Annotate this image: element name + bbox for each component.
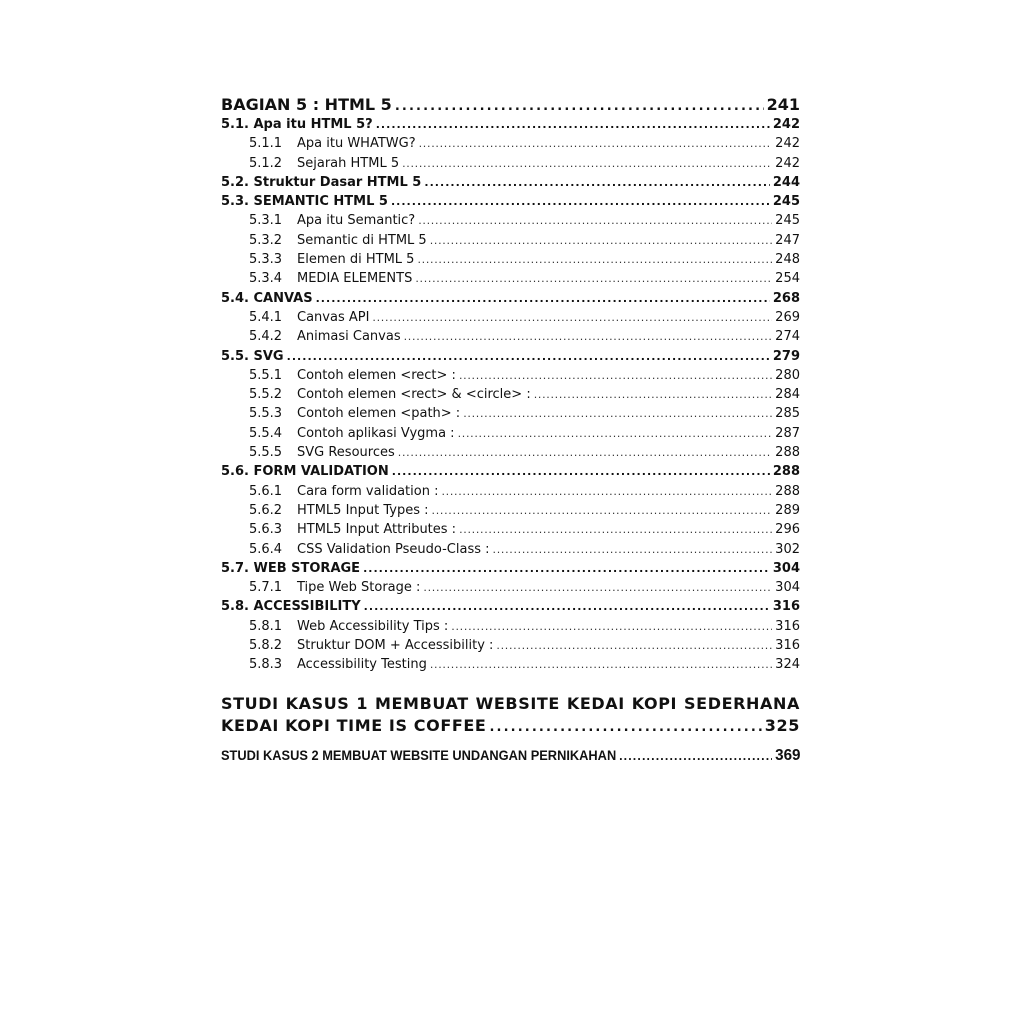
subsection-title [249, 233, 427, 248]
page-number: 284 [775, 387, 800, 403]
subsection-number: 5.5.4 [249, 425, 283, 441]
page-number: 288 [772, 464, 800, 480]
dot-leader [417, 253, 772, 266]
subsection-label: MEDIA ELEMENTS [297, 271, 413, 287]
subsection-label: HTML5 Input Attributes : [297, 522, 457, 538]
dot-leader [372, 311, 772, 324]
dot-leader [391, 195, 770, 208]
page-number: 369 [775, 746, 801, 764]
case-study-1-word: KOPI [631, 693, 678, 713]
toc-subsection-entry[interactable] [221, 522, 800, 541]
page-number: 245 [775, 213, 800, 229]
page-number: 248 [775, 252, 800, 268]
toc-subsection-entry[interactable] [221, 213, 800, 232]
section-number: 5.4. [221, 290, 249, 306]
dot-leader [402, 157, 772, 170]
subsection-title [249, 503, 429, 518]
page-number: 274 [775, 329, 800, 345]
page-number: 279 [772, 348, 800, 364]
spacer [221, 677, 800, 693]
subsection-number: 5.5.3 [249, 406, 283, 422]
subsection-number: 5.5.2 [249, 387, 283, 403]
table-of-contents [221, 95, 800, 769]
toc-subsection-entry[interactable] [221, 445, 800, 464]
subsection-number: 5.7.1 [249, 580, 283, 596]
dot-leader [430, 234, 772, 247]
dot-leader [415, 272, 772, 285]
subsection-title [249, 522, 456, 537]
dot-leader [316, 292, 770, 305]
subsection-label: Elemen di HTML 5 [297, 252, 415, 268]
subsection-label: Sejarah HTML 5 [297, 155, 400, 171]
subsection-label: CSS Validation Pseudo-Class : [297, 541, 490, 557]
toc-subsection-entry[interactable] [221, 233, 800, 252]
subsection-number: 5.4.2 [249, 329, 283, 345]
dot-leader [430, 658, 772, 671]
case-study-1-subtitle: KEDAI KOPI TIME IS COFFEE [221, 715, 487, 735]
subsection-number: 5.5.1 [249, 367, 283, 383]
case-study-1-word: 1 [356, 693, 369, 713]
page-number: 316 [775, 638, 800, 654]
toc-subsection-entry[interactable] [221, 580, 800, 599]
section-label: FORM VALIDATION [253, 464, 389, 480]
subsection-title [249, 406, 460, 421]
section-label: CANVAS [253, 290, 313, 306]
page-number: 296 [775, 522, 800, 538]
section-number: 5.5. [221, 348, 249, 364]
page-number: 244 [772, 174, 800, 190]
subsection-title [249, 368, 456, 383]
toc-subsection-entry[interactable] [221, 426, 800, 445]
dot-leader [534, 388, 772, 401]
dot-leader [459, 523, 772, 536]
subsection-label: Cara form validation : [297, 483, 439, 499]
toc-subsection-entry[interactable] [221, 638, 800, 657]
toc-section-entry[interactable] [221, 291, 800, 310]
dot-leader [423, 581, 772, 594]
subsection-title [249, 484, 438, 499]
subsection-number: 5.6.4 [249, 541, 283, 557]
case-study-2-title: STUDI KASUS 2 MEMBUAT WEBSITE UNDANGAN PERNIKAHAN [221, 747, 617, 763]
page-number: 285 [775, 406, 800, 422]
toc-section-entry[interactable] [221, 464, 800, 483]
toc-case-study-2[interactable] [221, 747, 801, 769]
section-label: Struktur Dasar HTML 5 [253, 174, 422, 190]
toc-subsection-entry[interactable] [221, 657, 800, 676]
subsection-title [249, 329, 401, 344]
dot-leader [376, 118, 770, 131]
toc-subsection-entry[interactable] [221, 406, 800, 425]
dot-leader [395, 99, 764, 114]
subsection-number: 5.8.3 [249, 657, 283, 673]
toc-section-entry[interactable] [221, 194, 800, 213]
subsection-title [249, 213, 415, 228]
subsection-number: 5.8.2 [249, 638, 283, 654]
section-title [221, 349, 284, 364]
page-number: 304 [775, 580, 800, 596]
toc-subsection-entry[interactable] [221, 503, 800, 522]
dot-leader [432, 504, 773, 517]
dot-leader [619, 748, 772, 763]
subsection-label: Contoh elemen <rect> & <circle> : [297, 387, 531, 403]
page-number: 288 [775, 483, 800, 499]
toc-section-entry[interactable] [221, 175, 800, 194]
toc-section-entry[interactable] [221, 117, 800, 136]
toc-subsection-entry[interactable] [221, 252, 800, 271]
section-label: ACCESSIBILITY [253, 599, 361, 615]
subsection-number: 5.6.2 [249, 502, 283, 518]
page-number: 316 [775, 618, 800, 634]
page-number: 241 [766, 95, 800, 114]
subsection-title [249, 638, 493, 653]
subsection-number: 5.3.3 [249, 252, 283, 268]
subsection-title [249, 542, 490, 557]
section-number: 5.6. [221, 464, 249, 480]
page-number: 304 [772, 560, 800, 576]
case-study-1-word: KASUS [285, 693, 350, 713]
subsection-title [249, 271, 412, 286]
dot-leader [398, 446, 772, 459]
subsection-label: Semantic di HTML 5 [297, 232, 427, 248]
section-title [221, 291, 313, 306]
dot-leader [287, 350, 770, 363]
toc-subsection-entry[interactable] [221, 387, 800, 406]
page-number: 247 [775, 232, 800, 248]
case-study-1-word: WEBSITE [475, 693, 560, 713]
page-number: 242 [775, 136, 800, 152]
part-title: BAGIAN 5 : HTML 5 [221, 95, 392, 114]
dot-leader [418, 214, 772, 227]
case-study-1-word: SEDERHANA [684, 693, 800, 713]
section-label: SVG [253, 348, 284, 364]
subsection-number: 5.6.1 [249, 483, 283, 499]
page-number: 269 [775, 309, 800, 325]
page-number: 324 [775, 657, 800, 673]
page-number: 288 [775, 445, 800, 461]
subsection-label: Tipe Web Storage : [297, 580, 421, 596]
page-number: 242 [775, 155, 800, 171]
toc-part-entry[interactable] [221, 95, 800, 117]
page-number: 325 [764, 715, 800, 735]
section-number: 5.1. [221, 117, 249, 132]
dot-leader [493, 543, 773, 556]
toc-subsection-entry[interactable] [221, 310, 800, 329]
subsection-label: Canvas API [297, 309, 370, 325]
dot-leader [364, 600, 770, 613]
case-study-1-title-line-1 [221, 693, 800, 715]
subsection-number: 5.1.1 [249, 136, 283, 152]
subsection-label: Apa itu WHATWG? [297, 136, 416, 152]
subsection-title [249, 445, 395, 460]
dot-leader [459, 369, 772, 382]
toc-subsection-entry[interactable] [221, 329, 800, 348]
subsection-label: Apa itu Semantic? [297, 213, 416, 229]
subsection-label: Animasi Canvas [297, 329, 401, 345]
toc-case-study-1[interactable] [221, 693, 800, 739]
section-title [221, 561, 360, 576]
section-title [221, 117, 373, 132]
toc-subsection-entry[interactable] [221, 271, 800, 290]
subsection-label: Contoh elemen <rect> : [297, 367, 456, 383]
subsection-label: Contoh elemen <path> : [297, 406, 461, 422]
subsection-title [249, 310, 369, 325]
section-label: SEMANTIC HTML 5 [253, 194, 388, 210]
subsection-number: 5.4.1 [249, 309, 283, 325]
dot-leader [458, 427, 773, 440]
dot-leader [451, 620, 772, 633]
page-number: 280 [775, 367, 800, 383]
section-title [221, 599, 361, 614]
toc-subsection-entry[interactable] [221, 368, 800, 387]
subsection-number: 5.3.1 [249, 213, 283, 229]
case-study-1-word: MEMBUAT [375, 693, 469, 713]
dot-leader [463, 407, 772, 420]
toc-section-entry[interactable] [221, 349, 800, 368]
subsection-label: SVG Resources [297, 445, 395, 461]
toc-subsection-entry[interactable] [221, 156, 800, 175]
toc-sections [221, 117, 800, 677]
dot-leader [489, 717, 761, 739]
toc-subsection-entry[interactable] [221, 619, 800, 638]
section-number: 5.7. [221, 560, 249, 576]
section-title [221, 175, 421, 190]
subsection-number: 5.1.2 [249, 155, 283, 171]
case-study-1-title-line-2 [221, 715, 800, 739]
subsection-number: 5.6.3 [249, 522, 283, 538]
subsection-number: 5.3.4 [249, 271, 283, 287]
section-title [221, 194, 388, 209]
case-study-1-word: STUDI [221, 693, 279, 713]
section-number: 5.2. [221, 174, 249, 190]
page-number: 242 [772, 117, 800, 132]
page-number: 302 [775, 541, 800, 557]
toc-subsection-entry[interactable] [221, 484, 800, 503]
page-number: 254 [775, 271, 800, 287]
subsection-title [249, 426, 455, 441]
dot-leader [392, 465, 770, 478]
toc-section-entry[interactable] [221, 599, 800, 618]
subsection-title [249, 619, 448, 634]
section-title [221, 464, 389, 479]
page-number: 287 [775, 425, 800, 441]
page-number: 245 [772, 194, 800, 210]
subsection-label: Web Accessibility Tips : [297, 618, 449, 634]
subsection-label: Contoh aplikasi Vygma : [297, 425, 455, 441]
subsection-title [249, 136, 416, 151]
section-label: WEB STORAGE [253, 560, 361, 576]
case-study-1-word: KEDAI [566, 693, 625, 713]
page-number: 316 [772, 599, 800, 615]
section-label: Apa itu HTML 5? [253, 117, 373, 132]
toc-section-entry[interactable] [221, 561, 800, 580]
page-number: 268 [772, 290, 800, 306]
subsection-label: HTML5 Input Types : [297, 502, 429, 518]
subsection-number: 5.8.1 [249, 618, 283, 634]
dot-leader [419, 137, 773, 150]
section-number: 5.3. [221, 194, 249, 210]
dot-leader [363, 562, 770, 575]
subsection-number: 5.5.5 [249, 445, 283, 461]
subsection-title [249, 252, 414, 267]
toc-subsection-entry[interactable] [221, 542, 800, 561]
subsection-title [249, 657, 427, 672]
section-number: 5.8. [221, 599, 249, 615]
toc-subsection-entry[interactable] [221, 136, 800, 155]
subsection-title [249, 156, 399, 171]
subsection-label: Struktur DOM + Accessibility : [297, 638, 494, 654]
page-number: 289 [775, 502, 800, 518]
subsection-title [249, 580, 420, 595]
subsection-label: Accessibility Testing [297, 657, 427, 673]
dot-leader [441, 485, 772, 498]
subsection-number: 5.3.2 [249, 232, 283, 248]
dot-leader [404, 330, 773, 343]
dot-leader [424, 176, 770, 189]
subsection-title [249, 387, 531, 402]
dot-leader [496, 639, 772, 652]
